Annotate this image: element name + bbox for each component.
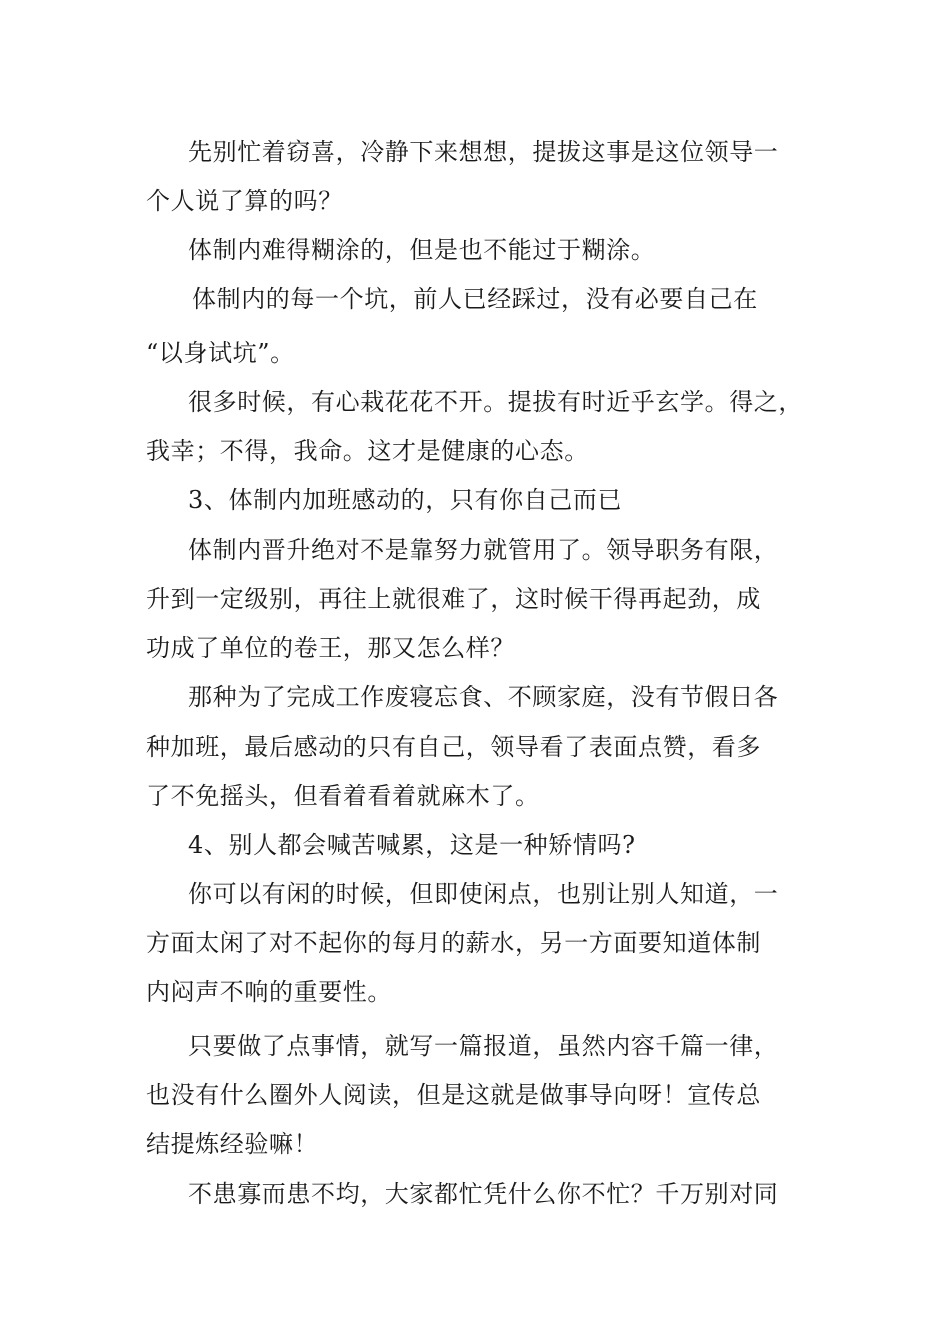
section-heading: 3、体制内加班感动的，只有你自己而已	[188, 486, 623, 514]
paragraph-line: 功成了单位的卷王，那又怎么样？	[146, 634, 515, 662]
paragraph-line: 那种为了完成工作废寝忘食、不顾家庭，没有节假日各	[188, 683, 779, 711]
paragraph-line: 我幸；不得，我命。这才是健康的心态。	[146, 437, 589, 465]
paragraph-line: 体制内难得糊涂的，但是也不能过于糊涂。	[188, 236, 656, 264]
paragraph-line: 升到一定级别，再往上就很难了，这时候干得再起劲，成	[146, 585, 761, 613]
paragraph-line: 不患寡而患不均，大家都忙凭什么你不忙？千万别对同	[188, 1180, 779, 1208]
section-heading: 4、别人都会喊苦喊累，这是一种矫情吗?	[188, 831, 636, 859]
paragraph-line: 也没有什么圈外人阅读，但是这就是做事导向呀！宣传总	[146, 1081, 761, 1109]
paragraph-line: 方面太闲了对不起你的每月的薪水，另一方面要知道体制	[146, 929, 761, 957]
paragraph-line: 很多时候，有心栽花花不开。提拔有时近乎玄学。得之，	[188, 388, 803, 416]
paragraph-line: “以身试坑”。	[146, 339, 295, 367]
paragraph-line: 结提炼经验嘛！	[146, 1130, 319, 1158]
paragraph-line: 你可以有闲的时候，但即使闲点，也别让别人知道，一	[188, 880, 779, 908]
paragraph-line: 种加班，最后感动的只有自己，领导看了表面点赞，看多	[146, 733, 761, 761]
paragraph-line: 只要做了点事情，就写一篇报道，虽然内容千篇一律，	[188, 1032, 779, 1060]
paragraph-line: 体制内晋升绝对不是靠努力就管用了。领导职务有限，	[188, 536, 779, 564]
paragraph-line: 了不免摇头，但看着看着就麻木了。	[146, 782, 540, 810]
paragraph-line: 先别忙着窃喜，冷静下来想想，提拔这事是这位领导一	[188, 138, 779, 166]
paragraph-line: 体制内的每一个坑，前人已经踩过，没有必要自己在	[192, 285, 758, 313]
paragraph-line: 个人说了算的吗？	[146, 187, 343, 215]
paragraph-line: 内闷声不响的重要性。	[146, 978, 392, 1006]
